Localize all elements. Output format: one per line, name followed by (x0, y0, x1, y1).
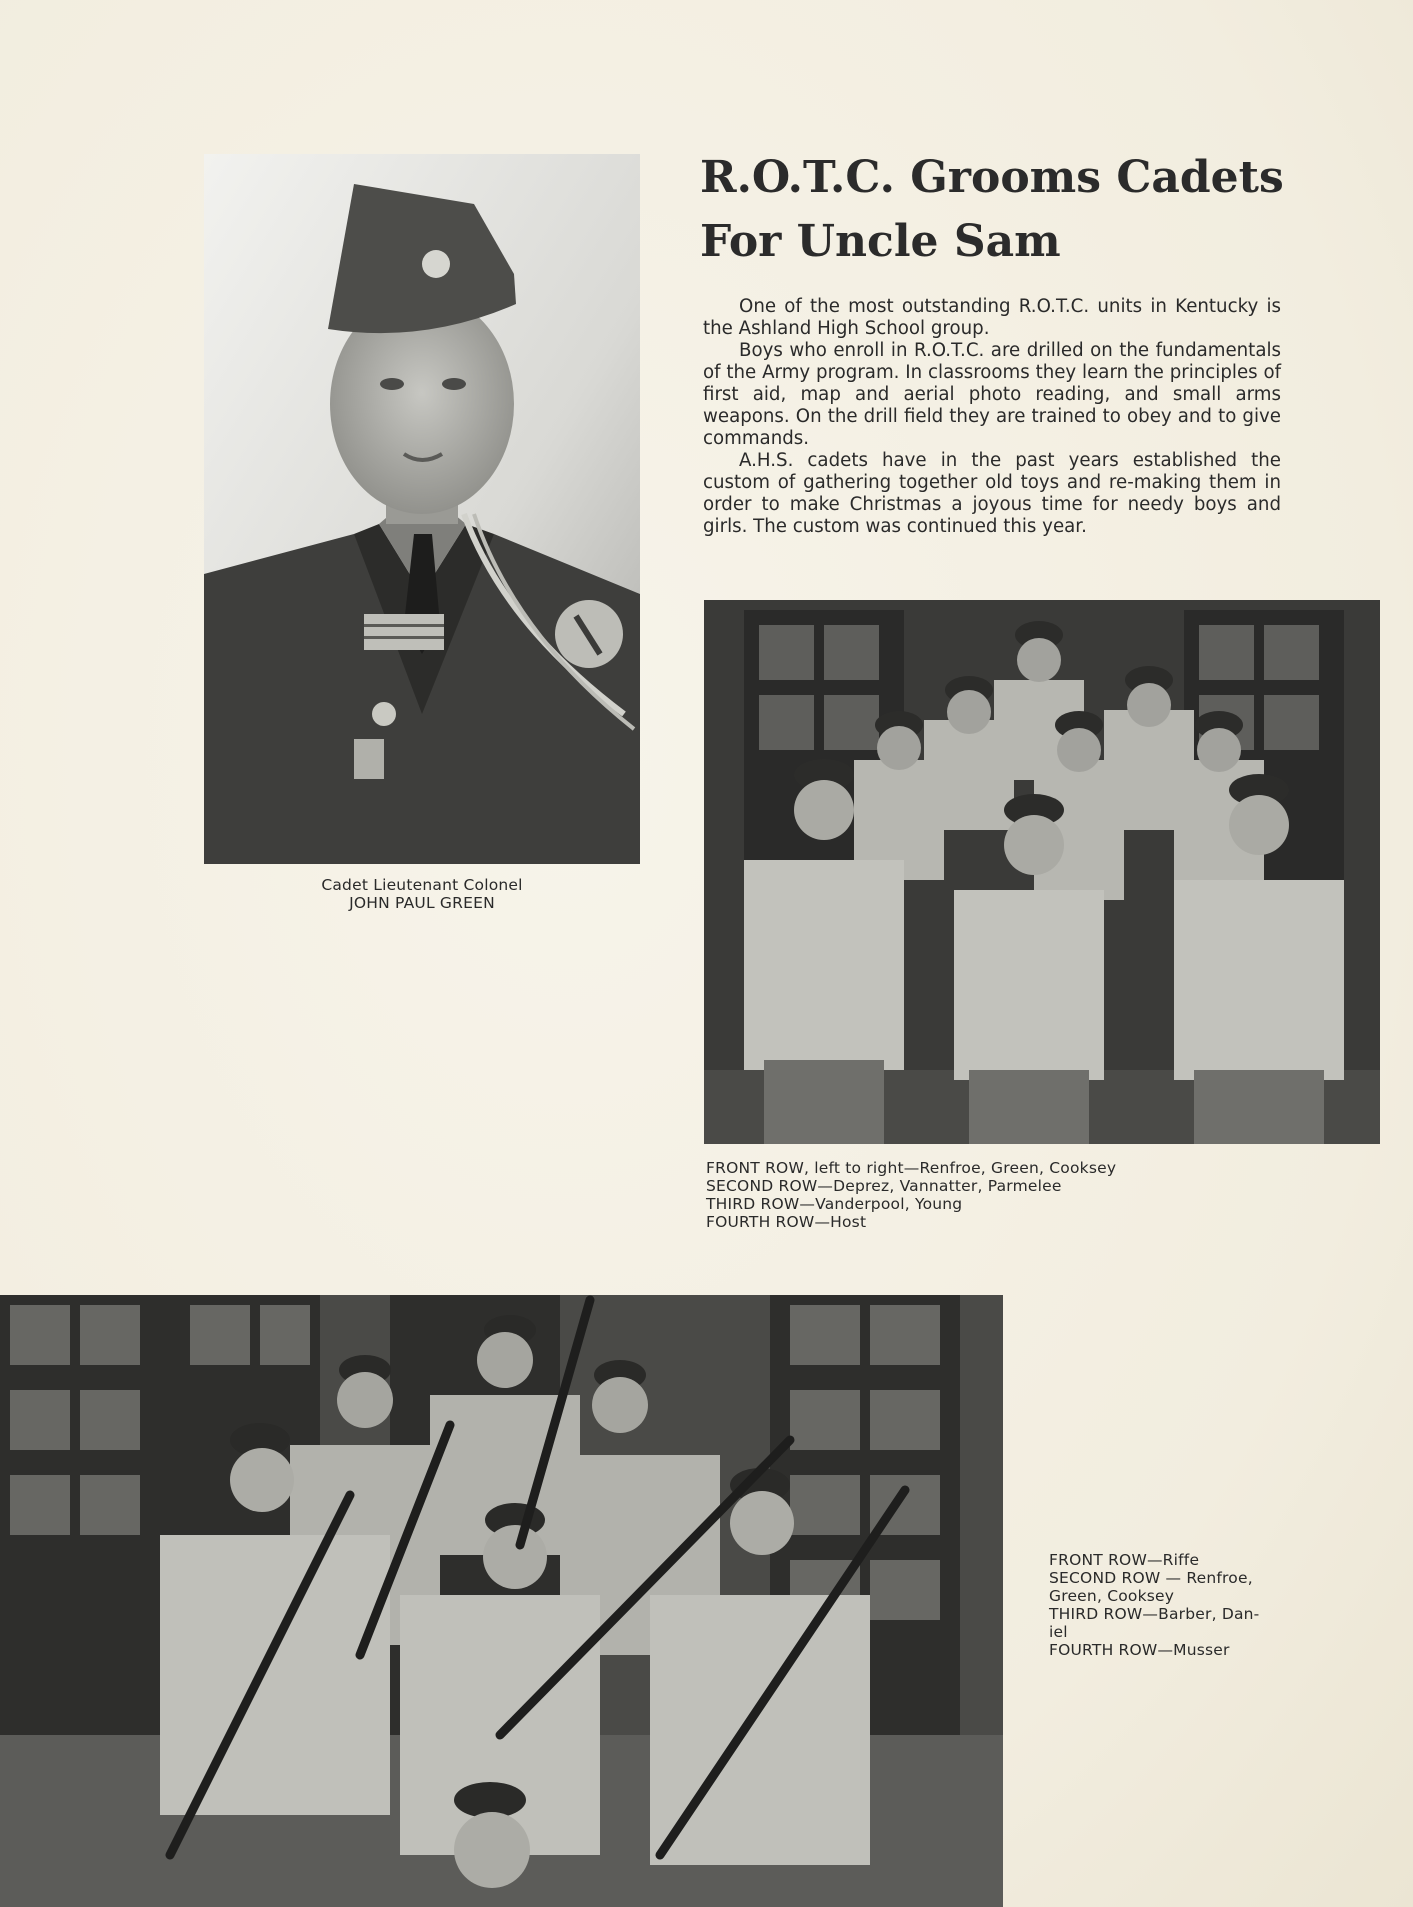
caption-line: SECOND ROW—Deprez, Vannatter, Parmelee (706, 1177, 1062, 1195)
group-photo-2-image (0, 1295, 1003, 1907)
group-photo-2 (0, 1295, 1003, 1907)
portrait-photo (204, 154, 640, 864)
article-title-line-1: R.O.T.C. Grooms Cadets (700, 152, 1284, 203)
article-body (703, 296, 1281, 538)
article-title-line-2: For Uncle Sam (700, 216, 1061, 267)
caption-line: iel (1049, 1623, 1068, 1641)
group-photo-2-caption (1049, 1551, 1289, 1659)
caption-line: SECOND ROW — Renfroe, (1049, 1569, 1253, 1587)
caption-line: FOURTH ROW—Musser (1049, 1641, 1230, 1659)
caption-line: FRONT ROW, left to right—Renfroe, Green, Cooksey (706, 1159, 1117, 1177)
portrait-caption-rank: Cadet Lieutenant Colonel (321, 876, 523, 894)
caption-line: Green, Cooksey (1049, 1587, 1175, 1605)
portrait-caption-name: JOHN PAUL GREEN (349, 894, 495, 912)
article-paragraph: One of the most outstanding R.O.T.C. units in Kentucky is the Ashland High School group. (703, 296, 1281, 339)
caption-line: THIRD ROW—Barber, Dan- (1049, 1605, 1260, 1623)
caption-line: FOURTH ROW—Host (706, 1213, 867, 1231)
group-photo-1 (704, 600, 1380, 1144)
group-photo-1-caption (706, 1159, 1386, 1231)
group-photo-1-image (704, 600, 1380, 1144)
caption-line: FRONT ROW—Riffe (1049, 1551, 1200, 1569)
article-title (700, 146, 1380, 274)
caption-line: THIRD ROW—Vanderpool, Young (706, 1195, 963, 1213)
article-paragraph: A.H.S. cadets have in the past years established the custom of gathering together old toys and re-making them in order to make Christmas a joyous time for needy boys and girls. The custom was continued this year. (703, 450, 1281, 537)
portrait-caption (204, 876, 640, 912)
portrait-photo-image (204, 154, 640, 864)
article-paragraph: Boys who enroll in R.O.T.C. are drilled on the fundamentals of the Army program. In classrooms they learn the principles of first aid, map and aerial photo reading, and small arms weapons. On the drill field they are trained to obey and to give commands. (703, 340, 1281, 449)
